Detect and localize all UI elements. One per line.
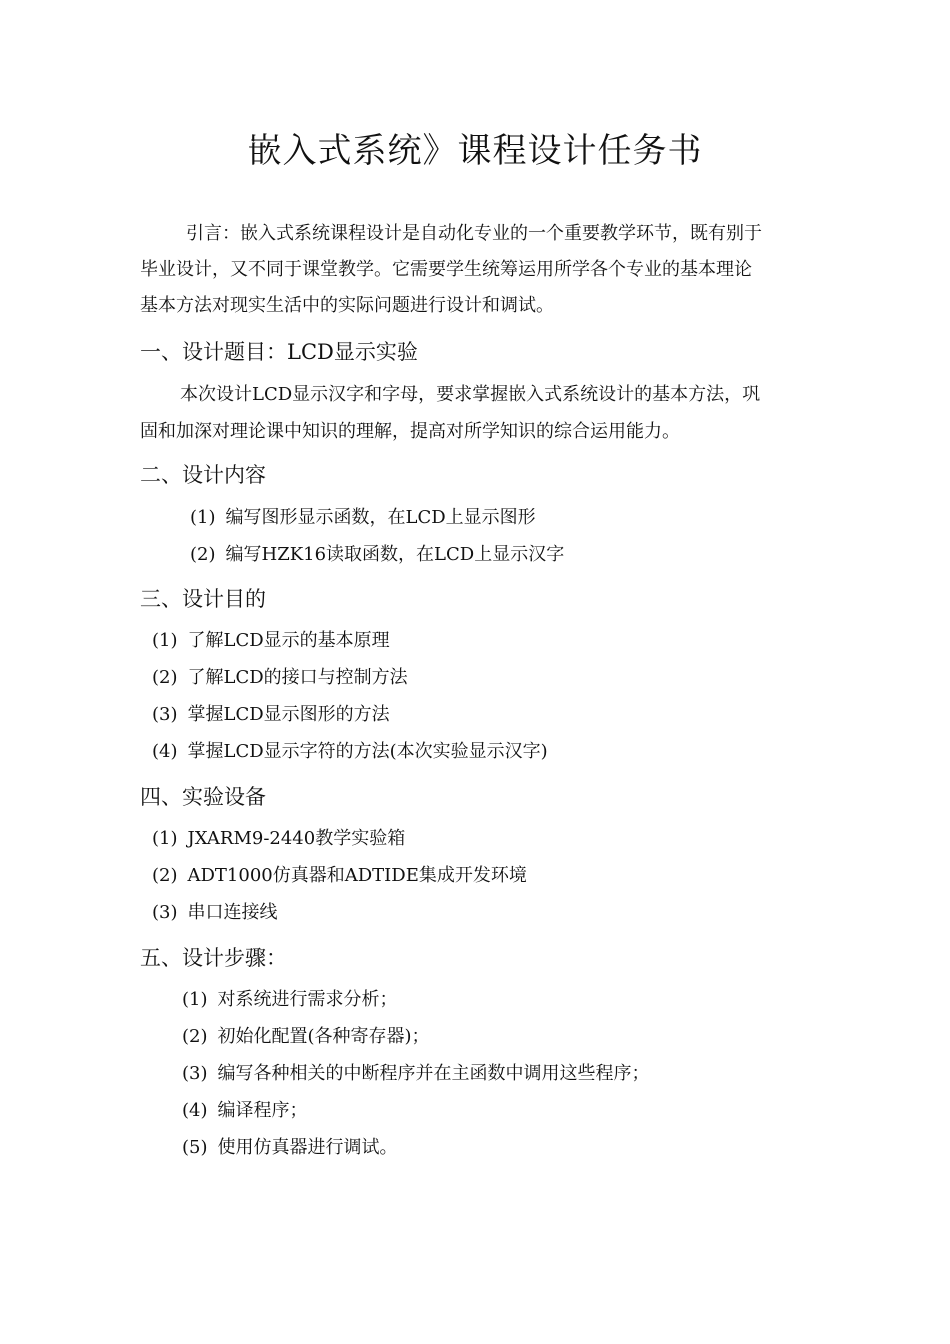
item-number: (2)	[152, 667, 178, 688]
item-number: (4)	[152, 741, 178, 762]
intro-line: 毕业设计，又不同于课堂教学。它需要学生统筹运用所学各个专业的基本理论	[140, 259, 752, 280]
item-text: 编写图形显示函数，在LCD上显示图形	[225, 507, 536, 528]
item-number: (5)	[182, 1137, 208, 1158]
item-number: (1)	[182, 989, 208, 1010]
section-heading-topic: 一、设计题目：LCD显示实验	[140, 340, 418, 364]
intro-line: 引言：嵌入式系统课程设计是自动化专业的一个重要教学环节，既有别于	[186, 223, 762, 244]
item-number: (2)	[182, 1026, 208, 1047]
item-number: (4)	[182, 1100, 208, 1121]
list-item	[182, 1018, 650, 1055]
item-number: (1)	[152, 630, 178, 651]
section-heading-content: 二、设计内容	[140, 463, 266, 487]
list-item	[182, 981, 650, 1018]
item-text: ADT1000仿真器和ADTIDE集成开发环境	[187, 865, 527, 886]
item-text: 编译程序；	[217, 1100, 308, 1121]
intro-paragraph	[140, 216, 800, 324]
item-text: 了解LCD显示的基本原理	[187, 630, 390, 651]
item-text: 使用仿真器进行调试。	[217, 1137, 398, 1158]
document-title: 嵌入式系统》课程设计任务书	[247, 131, 703, 171]
equipment-list	[152, 820, 527, 931]
item-text: 初始化配置(各种寄存器)；	[217, 1026, 430, 1047]
list-item	[152, 894, 527, 931]
list-item	[182, 1129, 650, 1166]
item-text: 串口连接线	[187, 902, 278, 923]
list-item	[190, 499, 564, 536]
item-number: (3)	[152, 704, 178, 725]
item-number: (1)	[190, 507, 216, 528]
item-text: 掌握LCD显示图形的方法	[187, 704, 390, 725]
topic-paragraph	[140, 376, 800, 450]
section-heading-equipment: 四、实验设备	[140, 785, 266, 809]
list-item	[182, 1055, 650, 1092]
item-number: (2)	[152, 865, 178, 886]
item-number: (1)	[152, 828, 178, 849]
purpose-list	[152, 622, 548, 770]
content-list	[190, 499, 564, 573]
item-text: JXARM9-2440教学实验箱	[187, 828, 406, 849]
topic-line: 本次设计LCD显示汉字和字母，要求掌握嵌入式系统设计的基本方法，巩	[180, 384, 761, 405]
list-item	[152, 659, 548, 696]
list-item	[152, 696, 548, 733]
topic-line: 固和加深对理论课中知识的理解，提高对所学知识的综合运用能力。	[140, 421, 680, 442]
item-text: 编写各种相关的中断程序并在主函数中调用这些程序；	[217, 1063, 650, 1084]
list-item	[152, 622, 548, 659]
steps-list	[182, 981, 650, 1166]
list-item	[152, 733, 548, 770]
list-item	[152, 857, 527, 894]
item-number: (3)	[152, 902, 178, 923]
item-text: 了解LCD的接口与控制方法	[187, 667, 408, 688]
section-heading-steps: 五、设计步骤：	[140, 946, 287, 970]
item-text: 编写HZK16读取函数，在LCD上显示汉字	[225, 544, 565, 565]
list-item	[190, 536, 564, 573]
item-number: (2)	[190, 544, 216, 565]
section-heading-purpose: 三、设计目的	[140, 587, 266, 611]
intro-line: 基本方法对现实生活中的实际问题进行设计和调试。	[140, 295, 554, 316]
item-text: 掌握LCD显示字符的方法(本次实验显示汉字)	[187, 741, 548, 762]
item-number: (3)	[182, 1063, 208, 1084]
list-item	[182, 1092, 650, 1129]
item-text: 对系统进行需求分析；	[217, 989, 398, 1010]
list-item	[152, 820, 527, 857]
